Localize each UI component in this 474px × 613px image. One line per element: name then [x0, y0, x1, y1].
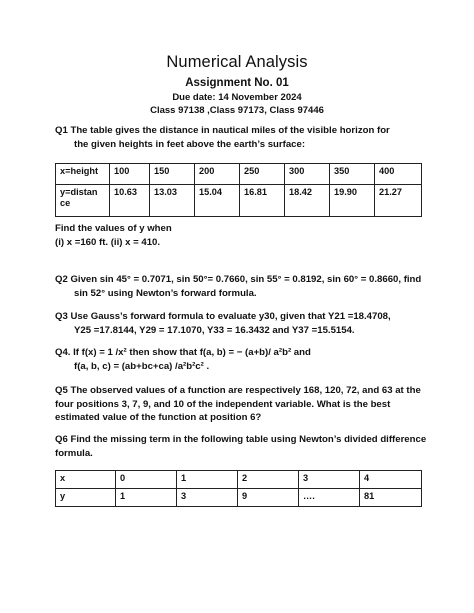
table-cell: 4 — [360, 471, 422, 489]
question-4-line-2: f(a, b, c) = (ab+bc+ca) /a²b²c² . — [74, 360, 210, 372]
question-6 — [55, 433, 430, 460]
table-row — [56, 185, 422, 217]
due-date: Due date: 14 November 2024 — [172, 92, 302, 103]
question-5 — [55, 384, 430, 425]
question-2-line-2: sin 52° using Newton’s forward formula. — [74, 287, 257, 299]
assignment-number: Assignment No. 01 — [185, 77, 289, 89]
table-cell: 100 — [110, 164, 150, 185]
page-title: Numerical Analysis — [166, 53, 308, 71]
divided-difference-table — [55, 470, 422, 507]
table-cell: 1 — [116, 489, 177, 507]
question-3 — [55, 310, 425, 337]
question-2-line-1: Q2 Given sin 45° = 0.7071, sin 50°= 0.7660, sin 55° = 0.8192, sin 60° = 0.8660, find — [55, 274, 422, 285]
question-1-followup — [55, 222, 425, 249]
table-row — [56, 471, 422, 489]
table-cell: 300 — [285, 164, 330, 185]
table-cell: 200 — [195, 164, 240, 185]
question-5-line-1: Q5 The observed values of a function are respectively 168, 120, 72, and 63 at the — [55, 385, 421, 396]
table-row — [56, 489, 422, 507]
question-5-line-3: estimated value of the function at position 6? — [55, 412, 262, 424]
question-3-line-2: Y25 =17.8144, Y29 = 17.1070, Y33 = 16.3432 and Y37 =15.5154. — [74, 324, 355, 336]
question-1 — [55, 124, 425, 151]
table-cell: 81 — [360, 489, 422, 507]
table-cell: 19.90 — [330, 185, 375, 217]
question-4-line-1: Q4. If f(x) = 1 /x² then show that f(a, b) = − (a+b)/ a²b² and — [55, 347, 311, 358]
question-1-line-1: Q1 The table gives the distance in nautical miles of the visible horizon for — [55, 125, 390, 136]
table-cell: 350 — [330, 164, 375, 185]
table-row — [56, 164, 422, 185]
question-6-line-2: formula. — [55, 447, 93, 459]
horizon-distance-table — [55, 163, 422, 217]
table-cell: 150 — [150, 164, 195, 185]
table-cell: 13.03 — [150, 185, 195, 217]
question-3-line-1: Q3 Use Gauss’s forward formula to evaluate y30, given that Y21 =18.4708, — [55, 311, 391, 322]
table-cell: 3 — [299, 471, 360, 489]
table-cell: 0 — [116, 471, 177, 489]
table-cell: 10.63 — [110, 185, 150, 217]
table-cell: 21.27 — [375, 185, 422, 217]
row-label-distance: y=distan ce — [56, 185, 110, 217]
table-cell: 3 — [177, 489, 238, 507]
table-cell: 250 — [240, 164, 285, 185]
table-cell: 400 — [375, 164, 422, 185]
table-cell: 18.42 — [285, 185, 330, 217]
row-label-y: y — [56, 489, 116, 507]
table-cell: 2 — [238, 471, 299, 489]
table-cell: 1 — [177, 471, 238, 489]
question-6-line-1: Q6 Find the missing term in the following table using Newton’s divided difference — [55, 434, 427, 445]
question-1-line-2: the given heights in feet above the earth’s surface: — [74, 138, 306, 150]
question-1-find-text: Find the values of y when — [55, 223, 172, 234]
class-list: Class 97138 ,Class 97173, Class 97446 — [150, 105, 324, 116]
missing-term-cell: …. — [299, 489, 360, 507]
row-label-x: x — [56, 471, 116, 489]
table-cell: 9 — [238, 489, 299, 507]
question-1-parts: (i) x =160 ft. (ii) x = 410. — [55, 236, 161, 248]
table-cell: 16.81 — [240, 185, 285, 217]
row-label-height: x=height — [56, 164, 110, 185]
question-4 — [55, 346, 425, 373]
question-2 — [55, 273, 430, 300]
question-5-line-2: four positions 3, 7, 9, and 10 of the independent variable. What is the best — [55, 398, 391, 410]
table-cell: 15.04 — [195, 185, 240, 217]
